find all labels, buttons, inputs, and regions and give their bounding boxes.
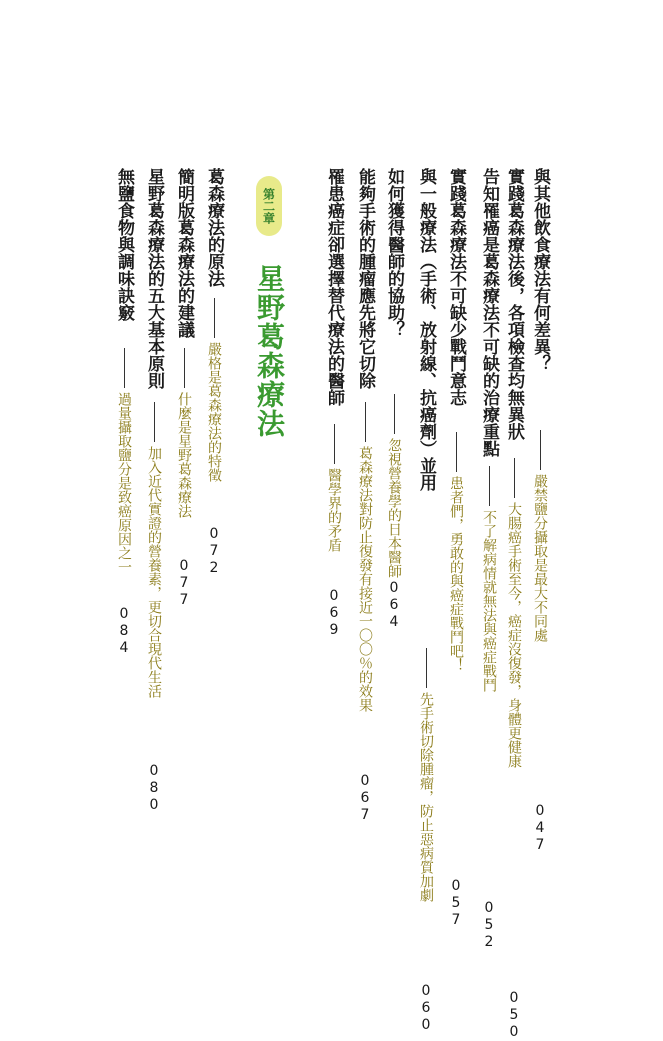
- entry-subtitle: 不了解病情就無法與癌症戰鬥: [477, 462, 501, 692]
- page-number: 072: [206, 526, 222, 577]
- dash-divider: [540, 430, 541, 470]
- dash-divider: [124, 348, 125, 388]
- chapter-title: 星野葛森療法: [253, 264, 286, 438]
- dash-divider: [184, 348, 185, 388]
- entry-subtitle: 忽視營養學的日本醫師: [382, 390, 406, 578]
- entry-title: 簡明版葛森療法的建議: [174, 168, 194, 338]
- entry-title: 無鹽食物與調味訣竅: [114, 168, 134, 321]
- dash-divider: [214, 298, 215, 338]
- page-number: 084: [116, 606, 132, 657]
- entry-title: 實踐葛森療法後，各項檢查均無異狀: [504, 168, 524, 440]
- entry-title: 與一般療法（手術、放射線、抗癌劑）並用: [416, 168, 436, 491]
- page-number: 052: [481, 900, 497, 951]
- page-number: 069: [326, 588, 342, 639]
- entry-subtitle: 加入近代實證的營養素，更切合現代生活: [142, 398, 166, 698]
- dash-divider: [489, 466, 490, 506]
- dash-divider: [154, 402, 155, 442]
- page-number: 077: [176, 558, 192, 609]
- entry-subtitle: 醫學界的矛盾: [322, 420, 346, 552]
- dash-divider: [456, 432, 457, 472]
- dash-divider: [514, 458, 515, 498]
- page-number: 064: [386, 580, 402, 631]
- entry-title: 能夠手術的腫瘤應先將它切除: [355, 168, 375, 389]
- page-number: 047: [532, 803, 548, 854]
- chapter-badge: [256, 176, 282, 236]
- chapter-label: 第二章: [261, 188, 276, 224]
- dash-divider: [394, 394, 395, 434]
- dash-divider: [426, 648, 427, 688]
- dash-divider: [334, 424, 335, 464]
- entry-subtitle: 先手術切除腫瘤，防止惡病質加劇: [414, 644, 438, 902]
- entry-subtitle: 什麼是星野葛森療法: [172, 344, 196, 518]
- entry-subtitle: 葛森療法對防止復發有接近一〇〇％的效果: [353, 398, 377, 712]
- entry-title: 星野葛森療法的五大基本原則: [144, 168, 164, 389]
- page-number: 060: [418, 983, 434, 1034]
- entry-subtitle: 大腸癌手術至今，癌症沒復發，身體更健康: [502, 454, 526, 768]
- entry-title: 葛森療法的原法: [204, 168, 224, 287]
- page-number: 067: [357, 773, 373, 824]
- dash-divider: [365, 402, 366, 442]
- entry-title: 罹患癌症卻選擇替代療法的醫師: [324, 168, 344, 406]
- entry-title: 實踐葛森療法不可缺少戰鬥意志: [446, 168, 466, 406]
- entry-subtitle: 嚴格是葛森療法的特徵: [202, 294, 226, 482]
- entry-subtitle: 嚴禁鹽分攝取是最大不同處: [528, 426, 552, 642]
- page-number: 080: [146, 763, 162, 814]
- entry-subtitle: 患者們，勇敢的與癌症戰鬥吧！: [444, 428, 468, 672]
- entry-title: 與其他飲食療法有何差異？: [530, 168, 550, 372]
- page-number: 057: [448, 878, 464, 929]
- entry-title: 告知罹癌是葛森療法不可缺的治療重點: [479, 168, 499, 457]
- entry-title: 如何獲得醫師的協助？: [384, 168, 404, 338]
- entry-subtitle: 過量攝取鹽分是致癌原因之一: [112, 344, 136, 574]
- page-number: 050: [506, 990, 522, 1041]
